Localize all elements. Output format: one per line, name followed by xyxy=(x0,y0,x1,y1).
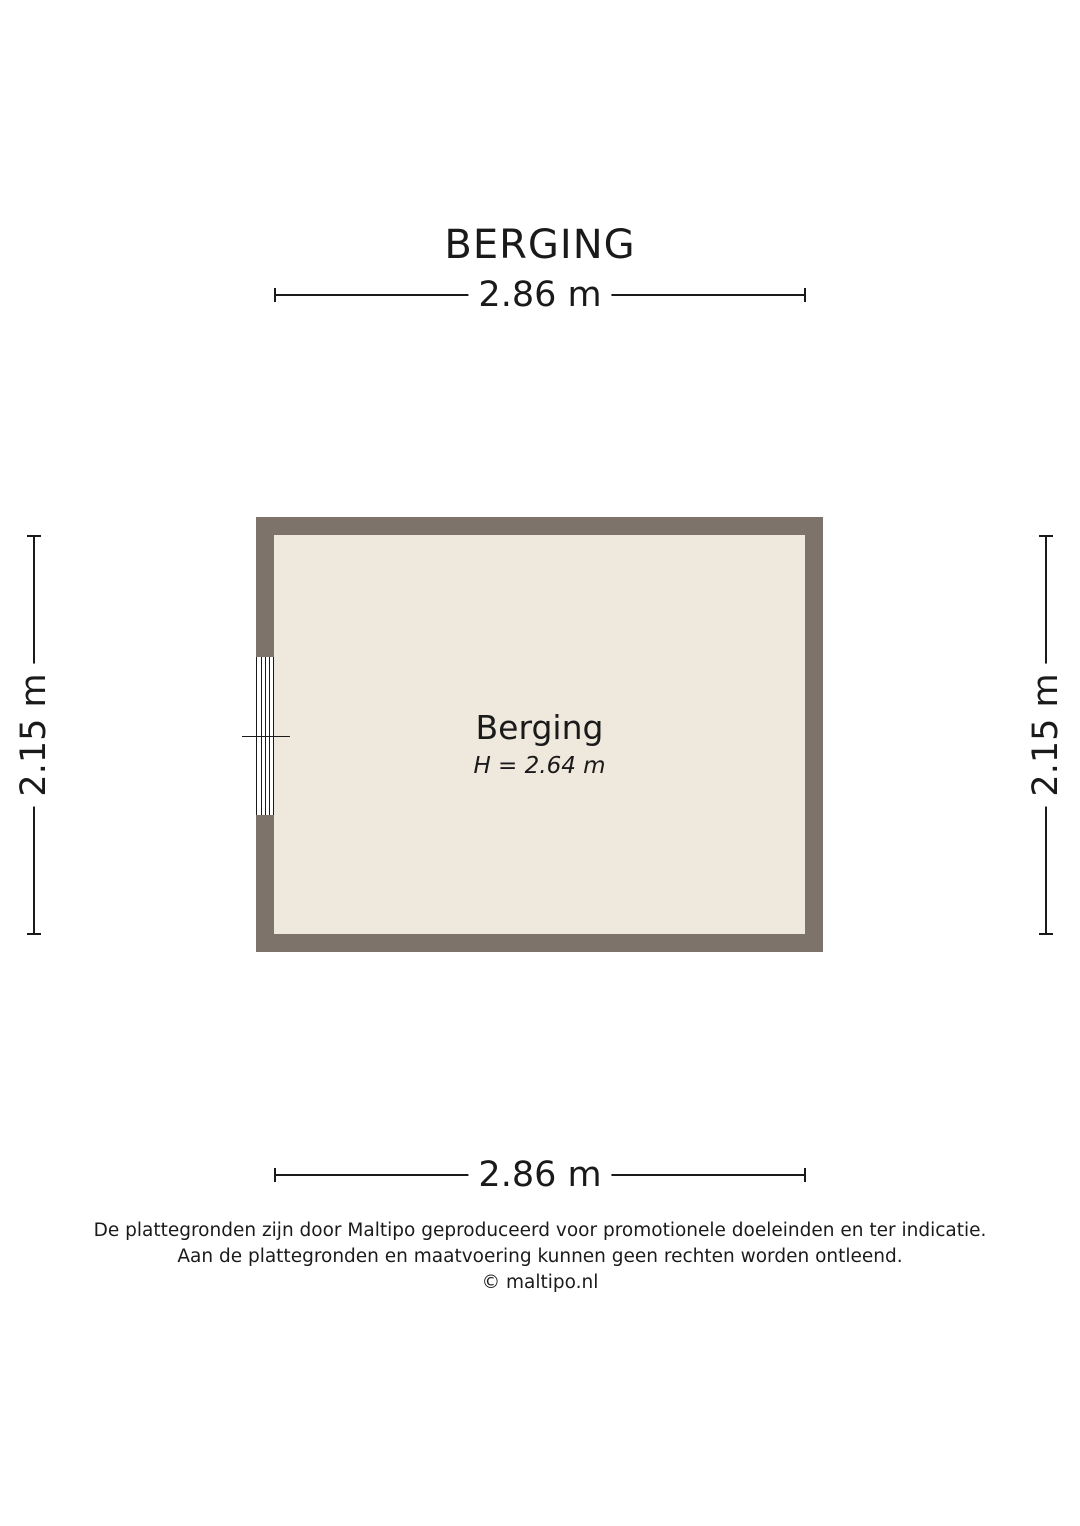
dimension-tick-right xyxy=(804,1168,806,1182)
dimension-tick-left xyxy=(274,1168,276,1182)
copyright: © maltipo.nl xyxy=(481,1272,599,1293)
right-depth-dimension xyxy=(1026,535,1066,935)
floor-title: BERGING xyxy=(444,222,636,268)
top-width-label: 2.86 m xyxy=(468,275,611,315)
room-height: H = 2.64 m xyxy=(473,753,606,779)
top-width-dimension xyxy=(274,275,806,315)
right-depth-label: 2.15 m xyxy=(1026,663,1066,806)
bottom-width-label: 2.86 m xyxy=(468,1155,611,1195)
dimension-tick-top xyxy=(1039,535,1053,537)
disclaimer-line-1: De plattegronden zijn door Maltipo geproduceerd voor promotionele doeleinden en ter indicatie. xyxy=(93,1220,987,1241)
left-depth-label: 2.15 m xyxy=(14,663,54,806)
room-label xyxy=(274,706,805,782)
disclaimer xyxy=(0,1218,1080,1296)
disclaimer-line-2: Aan de plattegronden en maatvoering kunnen geen rechten worden ontleend. xyxy=(177,1246,903,1267)
room-name: Berging xyxy=(475,708,604,747)
dimension-tick-bottom xyxy=(1039,933,1053,935)
bottom-width-dimension xyxy=(274,1155,806,1195)
dimension-tick-right xyxy=(804,288,806,302)
left-depth-dimension xyxy=(14,535,54,935)
dimension-tick-bottom xyxy=(27,933,41,935)
dimension-tick-left xyxy=(274,288,276,302)
dimension-tick-top xyxy=(27,535,41,537)
